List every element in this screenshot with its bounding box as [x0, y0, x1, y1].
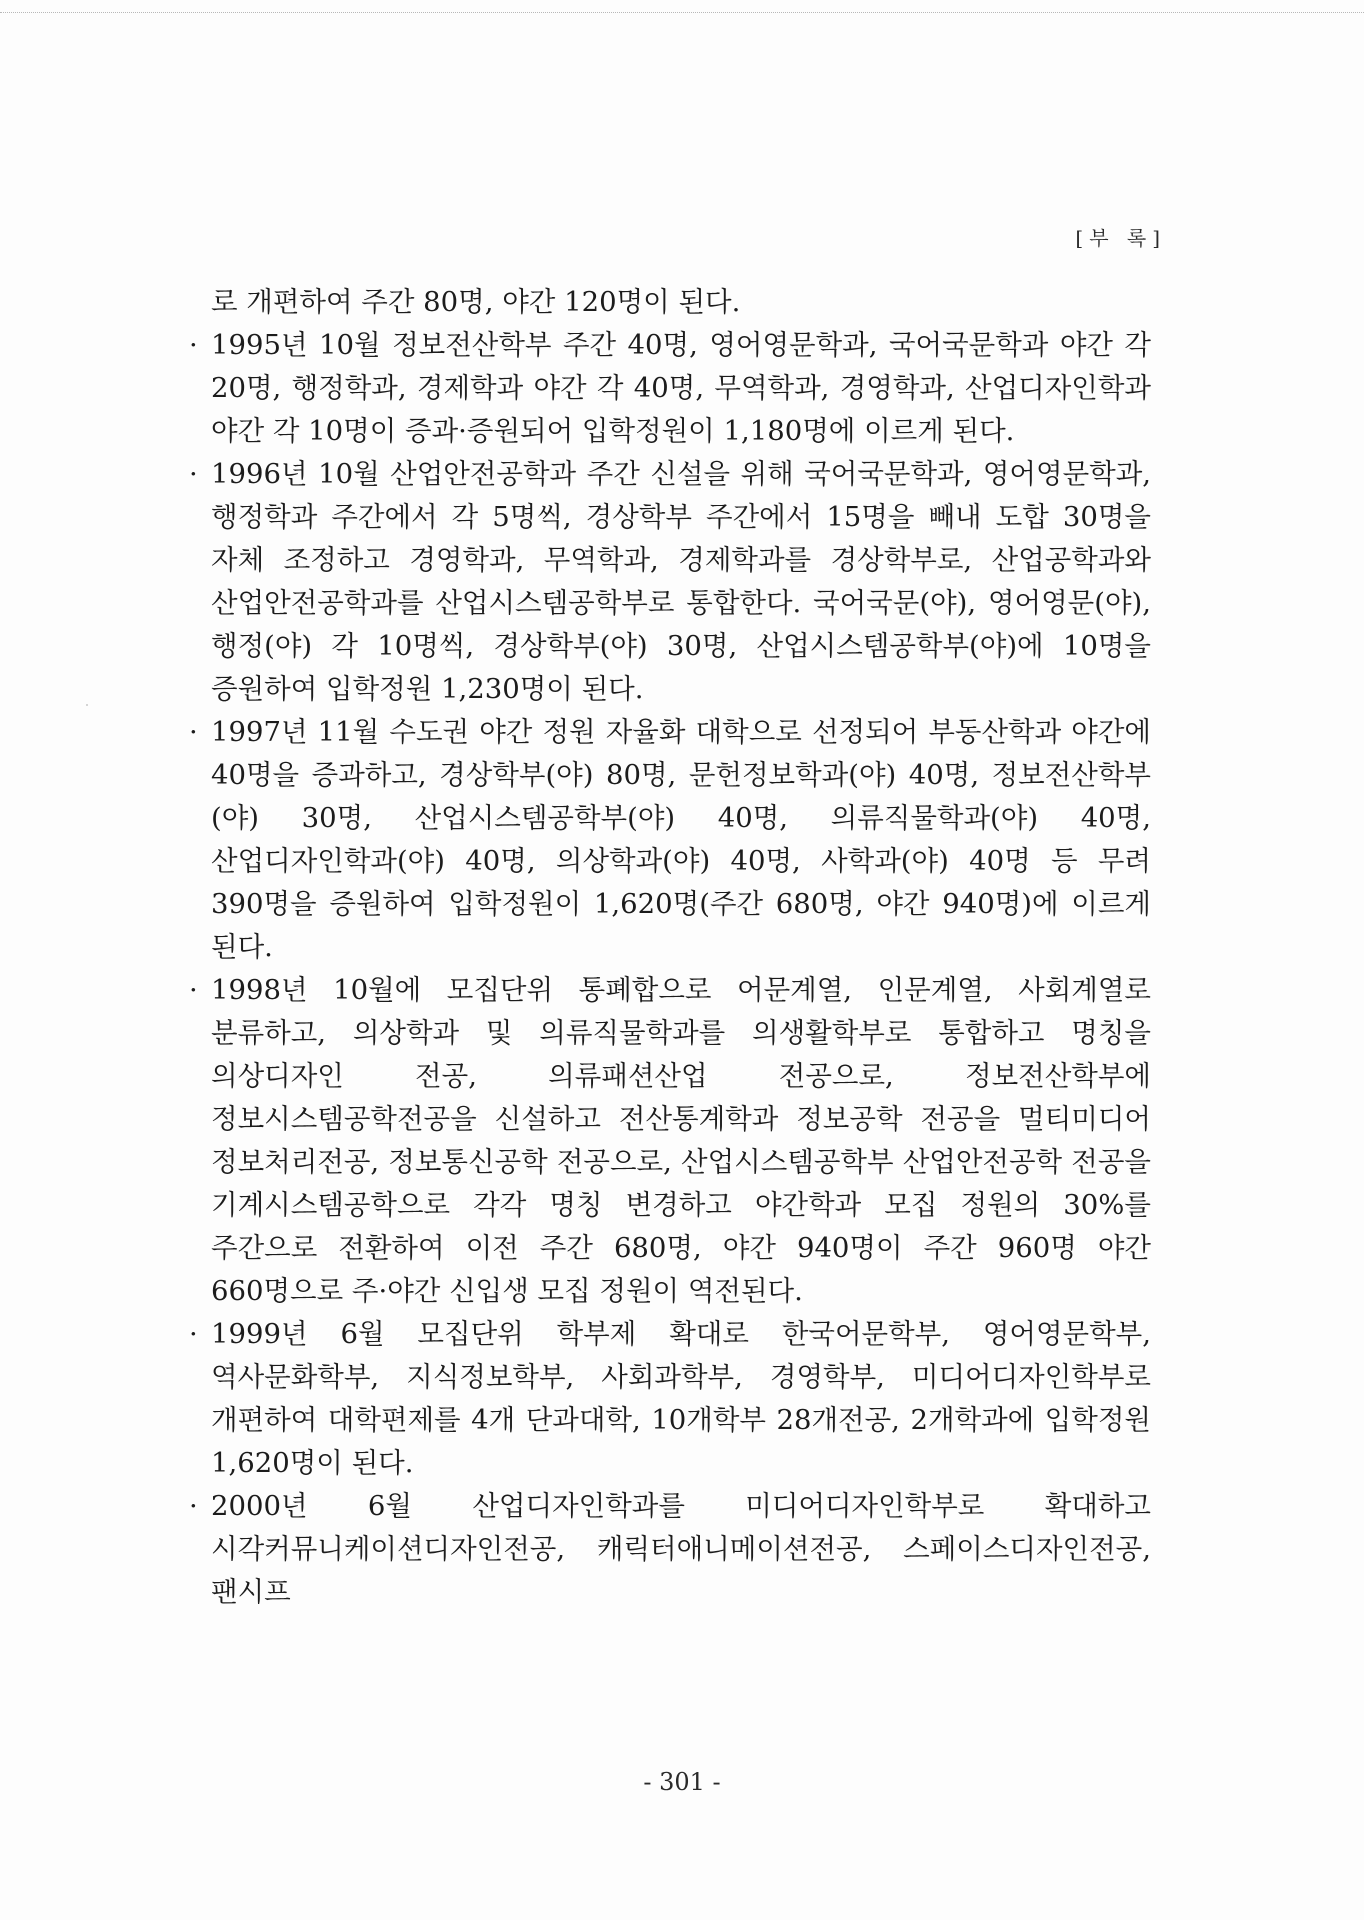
- list-item-text: 2000년 6월 산업디자인학과를 미디어디자인학부로 확대하고 시각커뮤니케이션디자인전공, 캐릭터애니메이션전공, 스페이스디자인전공, 팬시프: [211, 1490, 1151, 1608]
- bullet-mark: ·: [189, 974, 198, 1006]
- list-item-text: 1996년 10월 산업안전공학과 주간 신설을 위해 국어국문학과, 영어영문학과, 행정학과 주간에서 각 5명씩, 경상학부 주간에서 15명을 빼내 도합 30명을 자체 조정하고 경영학과, 무역학과, 경제학과를 경상학부로, 산업공학과와 산업안전공학과를 산업시스템공학부로 통합한다. 국어국문(야), 영어영문(야), 행정(야) 각 10명씩, 경상학부(야) 30명, 산업시스템공학부(야)에 10명을 증원하여 입학정원 1,230명이 된다.: [211, 458, 1151, 705]
- bullet-mark: ·: [189, 329, 198, 361]
- continuation-paragraph: 로 개편하여 주간 80명, 야간 120명이 된다.: [211, 286, 741, 318]
- list-item-text: 1995년 10월 정보전산학부 주간 40명, 영어영문학과, 국어국문학과 야간 각 20명, 행정학과, 경제학과 야간 각 40명, 무역학과, 경영학과, 산업디자인학과 야간 각 10명이 증과·증원되어 입학정원이 1,180명에 이르게 된다.: [211, 329, 1151, 447]
- list-item-1997: [189, 711, 1151, 969]
- list-item-1995: [189, 324, 1151, 453]
- list-item-text: 1998년 10월에 모집단위 통폐합으로 어문계열, 인문계열, 사회계열로 분류하고, 의상학과 및 의류직물학과를 의생활학부로 통합하고 명칭을 의상디자인 전공, 의류패션산업 전공으로, 정보전산학부에 정보시스템공학전공을 신설하고 전산통계학과 정보공학 전공을 멀티미디어 정보처리전공, 정보통신공학 전공으로, 산업시스템공학부 산업안전공학 전공을 기계시스템공학으로 각각 명칭 변경하고 야간학과 모집 정원의 30%를 주간으로 전환하여 이전 주간 680명, 야간 940명이 주간 960명 야간 660명으로 주·야간 신입생 모집 정원이 역전된다.: [211, 974, 1151, 1307]
- list-item-2000: [189, 1485, 1151, 1614]
- list-item-text: 1999년 6월 모집단위 학부제 확대로 한국어문학부, 영어영문학부, 역사문화학부, 지식정보학부, 사회과학부, 경영학부, 미디어디자인학부로 개편하여 대학편제를 4개 단과대학, 10개학부 28개전공, 2개학과에 입학정원 1,620명이 된다.: [211, 1318, 1151, 1479]
- page-number: - 301 -: [643, 1768, 721, 1796]
- section-header: [부 록]: [1075, 226, 1166, 250]
- bullet-mark: ·: [189, 716, 198, 748]
- document-body: [189, 281, 1151, 1614]
- list-item-1998: [189, 969, 1151, 1313]
- list-item-1996: [189, 453, 1151, 711]
- bullet-mark: ·: [189, 458, 198, 490]
- bullet-mark: ·: [189, 1318, 198, 1350]
- list-item-1999: [189, 1313, 1151, 1485]
- scan-edge-line: [0, 12, 1364, 13]
- bullet-mark: ·: [189, 1490, 198, 1522]
- list-item-text: 1997년 11월 수도권 야간 정원 자율화 대학으로 선정되어 부동산학과 야간에 40명을 증과하고, 경상학부(야) 80명, 문헌정보학과(야) 40명, 정보전산학부(야) 30명, 산업시스템공학부(야) 40명, 의류직물학과(야) 40명, 산업디자인학과(야) 40명, 의상학과(야) 40명, 사학과(야) 40명 등 무려 390명을 증원하여 입학정원이 1,620명(주간 680명, 야간 940명)에 이르게 된다.: [211, 716, 1151, 963]
- scan-speck: [86, 704, 88, 706]
